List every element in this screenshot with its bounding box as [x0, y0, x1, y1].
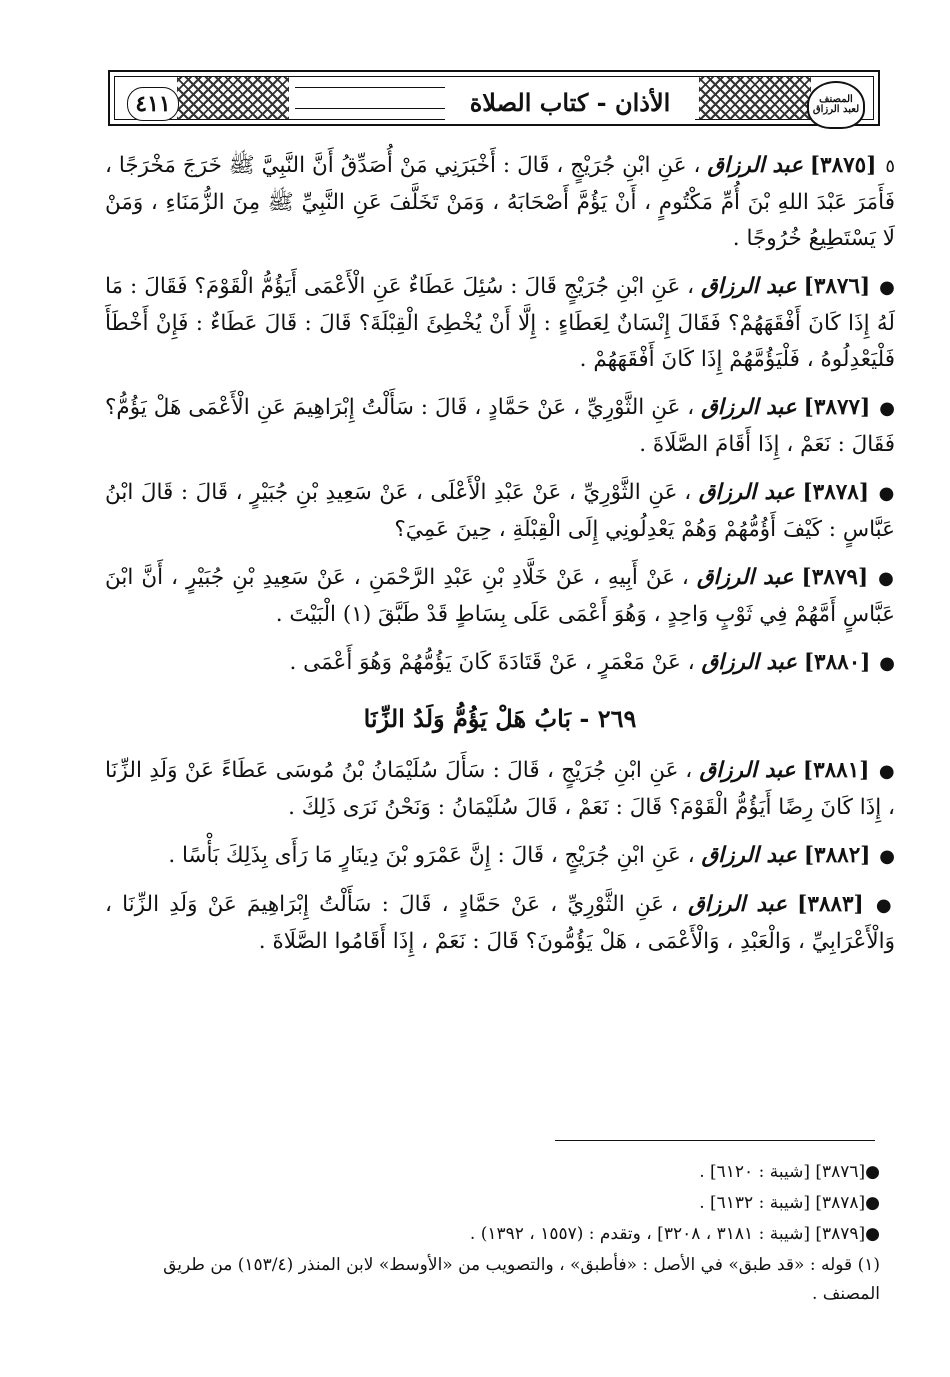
narrator-name: عبد الرزاق — [701, 650, 798, 675]
entry-marker: ● — [879, 277, 895, 298]
entry-marker: ٥ — [885, 156, 895, 177]
entry-marker: ● — [879, 398, 895, 419]
hadith-text: ، عَنِ ابْنِ جُرَيْجٍ ، قَالَ : أَخْبَرَنِي مَنْ أُصَدِّقُ أَنَّ النَّبِيَّ ﷺ خَرَجَ مَخْرَجًا ، فَأَمَرَ عَبْدَ اللهِ بْنَ أُمِّ مَكْتُومٍ ، أَنْ يَؤُمَّ أَصْحَابَهُ ، وَمَنْ تَخَلَّفَ عَنِ النَّبِيِّ ﷺ مِنَ الزُّمَنَاءِ ، وَمَنْ لَا يَسْتَطِيعُ خُرُوجًا . — [105, 153, 895, 251]
hadith-text: ، عَنِ الثَّوْرِيِّ ، عَنْ حَمَّادٍ ، قَالَ : سَأَلْتُ إِبْرَاهِيمَ عَنِ الْأَعْمَى هَلْ يَؤُمُّ؟ فَقَالَ : نَعَمْ ، إِذَا أَقَامَ الصَّلَاةَ . — [105, 395, 895, 457]
entry-marker: ● — [878, 761, 896, 782]
hadith-number: [٣٨٨١] — [802, 758, 870, 783]
header-frame — [114, 76, 874, 120]
narrator-name: عبد الرزاق — [701, 843, 798, 868]
hadith-text: ، عَنِ ابْنِ جُرَيْجٍ قَالَ : سُئِلَ عَطَاءٌ عَنِ الْأَعْمَى أَيَؤُمُّ الْقَوْمَ؟ فَقَالَ : مَا لَهُ إِذَا كَانَ أَفْقَهَهُمْ؟ فَقَالَ إِنْسَانٌ لِعَطَاءٍ : إِلَّا أَنْ يُخْطِئَ الْقِبْلَةَ؟ قَالَ : قَالَ عَطَاءٌ : فَإِنْ أَخْطَأَ فَلْيَعْدِلُوهُ ، فَلْيَؤُمَّهُمْ إِذَا كَانَ أَفْقَهَهُمْ . — [105, 274, 895, 372]
hadith-entry-3878 — [105, 475, 895, 548]
chapter-heading: ٢٦٩ - بَابُ هَلْ يَؤُمُّ وَلَدُ الزِّنَا — [363, 704, 637, 733]
footnote-3876: ●[٣٨٧٦] [شيبة : ٦١٢٠] . — [699, 1162, 880, 1182]
hadith-entry-3880 — [105, 645, 895, 682]
hadith-entry-3879 — [105, 560, 895, 633]
footnote-3879: ●[٣٨٧٩] [شيبة : ٣١٨١ ، ٣٢٠٨] ، وتقدم : (١٥٥٧ ، ١٣٩٢) . — [469, 1224, 880, 1244]
narrator-name: عبد الرزاق — [701, 274, 797, 299]
hadith-text: ، عَنِ الثَّوْرِيِّ ، عَنْ عَبْدِ الْأَعْلَى ، عَنْ سَعِيدِ بْنِ جُبَيْرٍ ، قَالَ : قَالَ ابْنُ عَبَّاسٍ : كَيْفَ أَؤُمُّهُمْ وَهُمْ يَعْدِلُونِي إِلَى الْقِبْلَةِ ، حِينَ عَمِيَ؟ — [105, 480, 895, 542]
entry-marker: ● — [875, 895, 895, 916]
hadith-number: [٣٨٧٥] — [809, 153, 877, 178]
hadith-text: ، عَنْ مَعْمَرٍ ، عَنْ قَتَادَةَ كَانَ يَؤُمُّهُمْ وَهُوَ أَعْمَى . — [289, 650, 695, 675]
hadith-entry-3877 — [105, 390, 895, 463]
ornament-right — [699, 77, 811, 119]
running-header — [108, 70, 880, 126]
hadith-entry-3883 — [105, 887, 895, 960]
entry-marker: ● — [879, 653, 895, 674]
book-title: الأذان - كتاب الصلاة — [445, 80, 695, 124]
hadith-number: [٣٨٧٧] — [803, 395, 871, 420]
narrator-name: عبد الرزاق — [696, 565, 794, 590]
narrator-name: عبد الرزاق — [699, 758, 796, 783]
narrator-name: عبد الرزاق — [688, 892, 787, 917]
hadith-text: ، عَنِ ابْنِ جُرَيْجٍ ، قَالَ : سَأَلَ سُلَيْمَانُ بْنُ مُوسَى عَطَاءً عَنْ وَلَدِ الزِّنَا ، إِذَا كَانَ رِضًا أَيَؤُمُّ الْقَوْمَ؟ قَالَ : نَعَمْ ، قَالَ سُلَيْمَانُ : وَنَحْنُ نَرَى ذَلِكَ . — [105, 758, 895, 820]
ornament-left — [177, 77, 289, 119]
narrator-name: عبد الرزاق — [701, 395, 797, 420]
hadith-number: [٣٨٧٦] — [803, 274, 871, 299]
hadith-text: ، عَنِ ابْنِ جُرَيْجٍ ، قَالَ : إِنَّ عَمْرَو بْنَ دِينَارٍ مَا رَأَى بِذَلِكَ بَأْسًا . — [168, 843, 695, 868]
publisher-seal-logo — [807, 81, 865, 129]
hadith-number: [٣٨٧٨] — [802, 480, 870, 505]
hadith-entry-3881 — [105, 753, 895, 826]
seal-line-1: المصنف — [819, 94, 853, 105]
seal-line-2: لعبد الرزاق — [812, 104, 860, 115]
narrator-name: عبد الرزاق — [707, 153, 803, 178]
entry-marker: ● — [879, 846, 895, 867]
hadith-entry-3882 — [105, 838, 895, 875]
main-text — [105, 148, 895, 972]
footnote-divider — [555, 1140, 875, 1141]
footnotes — [105, 1158, 880, 1311]
page-number: ٤١١ — [127, 87, 179, 121]
narrator-name: عبد الرزاق — [698, 480, 795, 505]
hadith-number: [٣٨٨٠] — [803, 650, 871, 675]
hadith-entry-3875 — [105, 148, 895, 257]
hadith-number: [٣٨٨٢] — [803, 843, 871, 868]
entry-marker: ● — [878, 483, 895, 504]
hadith-number: [٣٨٧٩] — [801, 565, 869, 590]
hadith-text: ، عَنْ أَبِيهِ ، عَنْ خَلَّادِ بْنِ عَبْدِ الرَّحْمَنِ ، عَنْ سَعِيدِ بْنِ جُبَيْرٍ ، أَنَّ ابْنَ عَبَّاسٍ أَمَّهُمْ فِي ثَوْبٍ وَاحِدٍ ، وَهُوَ أَعْمَى عَلَى بِسَاطٍ قَدْ طَبَّقَ (١) الْبَيْتَ . — [105, 565, 895, 627]
footnote-1: (١) قوله : «قد طبق» في الأصل : «فأطبق» ، والتصويب من «الأوسط» لابن المنذر (١٥٣/٤) من طريق المصنف . — [163, 1255, 880, 1304]
hadith-text: ، عَنِ الثَّوْرِيِّ ، عَنْ حَمَّادٍ ، قَالَ : سَأَلْتُ إِبْرَاهِيمَ عَنْ وَلَدِ الزِّنَا ، وَالْأَعْرَابِيِّ ، وَالْعَبْدِ ، وَالْأَعْمَى ، هَلْ يَؤُمُّونَ؟ قَالَ : نَعَمْ ، إِذَا أَقَامُوا الصَّلَاةَ . — [105, 892, 895, 954]
footnote-3878: ●[٣٨٧٨] [شيبة : ٦١٣٢] . — [699, 1193, 880, 1213]
entry-marker: ● — [878, 568, 895, 589]
hadith-number: [٣٨٨٣] — [797, 892, 864, 917]
hadith-entry-3876 — [105, 269, 895, 378]
